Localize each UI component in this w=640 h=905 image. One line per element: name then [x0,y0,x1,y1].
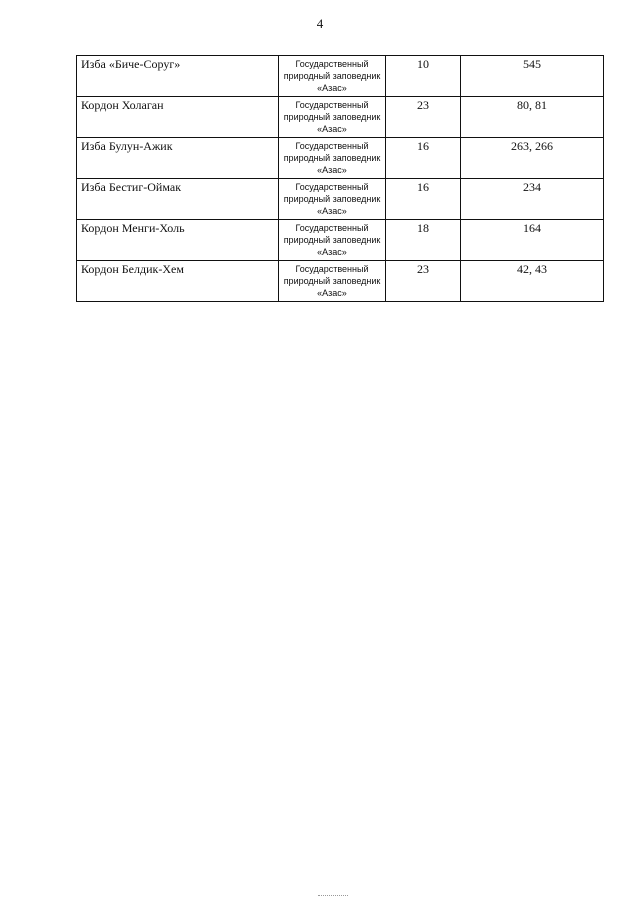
cell-number: 18 [386,220,461,261]
table-row [77,179,604,220]
page-number: 4 [316,16,324,31]
cell-number: 23 [386,97,461,138]
cell-organization: Государственный природный заповедник «Азас» [279,179,386,220]
cell-value: 545 [461,56,604,97]
cell-number: 23 [386,261,461,302]
cell-name: Кордон Белдик-Хем [77,261,279,302]
cell-organization: Государственный природный заповедник «Азас» [279,138,386,179]
cell-value: 263, 266 [461,138,604,179]
cell-organization: Государственный природный заповедник «Азас» [279,261,386,302]
cell-value: 164 [461,220,604,261]
cell-number: 16 [386,179,461,220]
table-row [77,56,604,97]
table-row [77,261,604,302]
cell-name: Кордон Холаган [77,97,279,138]
cell-number: 10 [386,56,461,97]
table-row [77,138,604,179]
cell-name: Кордон Менги-Холь [77,220,279,261]
cell-value: 42, 43 [461,261,604,302]
cell-organization: Государственный природный заповедник «Азас» [279,220,386,261]
table-row [77,97,604,138]
cell-organization: Государственный природный заповедник «Азас» [279,56,386,97]
cell-value: 234 [461,179,604,220]
cell-value: 80, 81 [461,97,604,138]
cell-number: 16 [386,138,461,179]
cell-organization: Государственный природный заповедник «Азас» [279,97,386,138]
cell-name: Изба Булун-Ажик [77,138,279,179]
cell-name: Изба «Биче-Соруг» [77,56,279,97]
records-table [76,55,604,302]
scan-artifact-mark [318,895,348,897]
table-row [77,220,604,261]
cell-name: Изба Бестиг-Оймак [77,179,279,220]
